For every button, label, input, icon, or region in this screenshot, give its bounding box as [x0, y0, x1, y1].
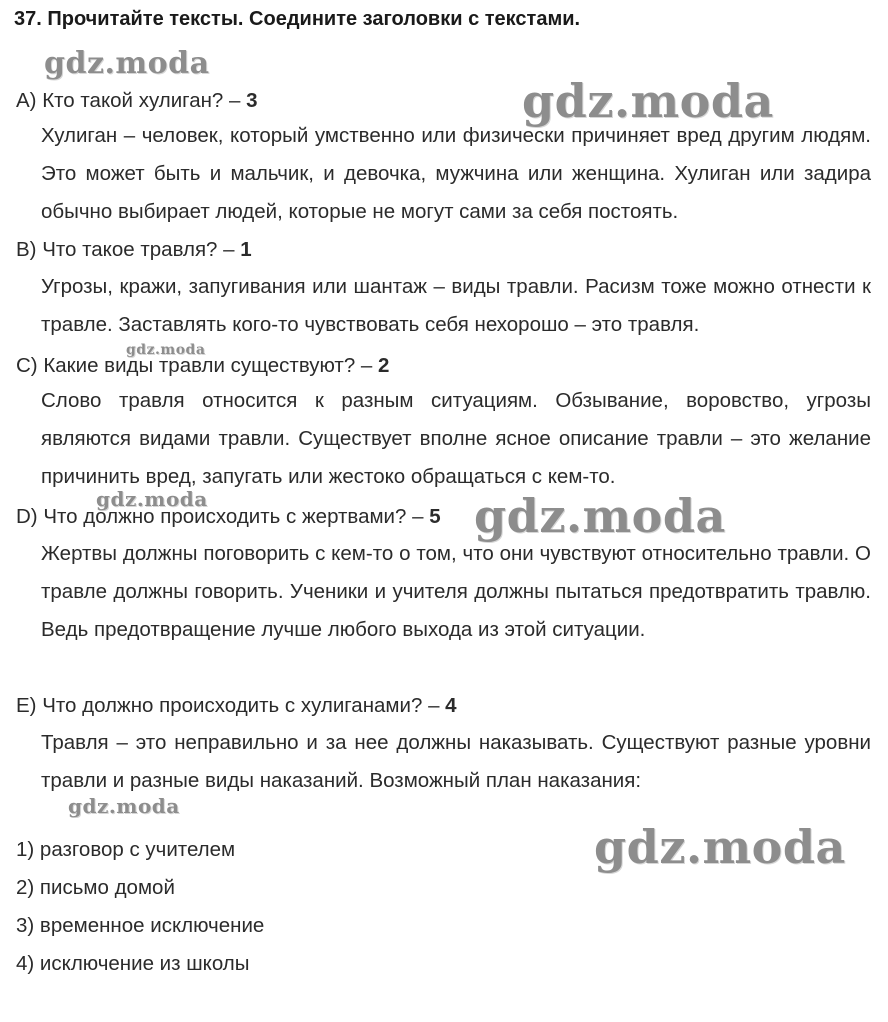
heading-text: Е) Что должно происходить с хулиганами? –	[16, 694, 446, 717]
answer-number: 4	[445, 694, 457, 717]
section-text-e: Травля – это неправильно и за нее должны наказывать. Существуют разные уровни травли и разные виды наказаний. Возможный план наказания:	[41, 731, 871, 792]
watermark: gdz.moda	[474, 489, 726, 543]
watermark: gdz.moda	[126, 342, 206, 358]
section-heading-d	[16, 503, 441, 531]
answer-number: 2	[378, 354, 390, 377]
section-text-b: Угрозы, кражи, запугивания или шантаж – виды травли. Расизм тоже можно отнести к травле. Заставлять кого-то чувствовать себя нехорошо – это травля.	[41, 275, 871, 336]
answer-number: 5	[429, 505, 441, 528]
list-item: 4) исключение из школы	[16, 952, 250, 975]
watermark: gdz.moda	[44, 46, 210, 81]
heading-text: D) Что должно происходить с жертвами? –	[16, 505, 430, 528]
section-heading-b	[16, 236, 252, 264]
section-heading-e	[16, 692, 457, 720]
heading-text: А) Кто такой хулиган? –	[16, 89, 247, 112]
answer-number: 1	[240, 238, 252, 261]
list-item: 3) временное исключение	[16, 914, 265, 937]
section-heading-a	[16, 87, 258, 115]
watermark: gdz.moda	[522, 74, 774, 128]
section-text-a: Хулиган – человек, который умственно или физически причиняет вред другим людям. Это может быть и мальчик, и девочка, мужчина или женщина. Хулиган или задира обычно выбирает людей, которые не могут сами за себя постоять.	[41, 124, 871, 223]
section-text-c: Слово травля относится к разным ситуациям. Обзывание, воровство, угрозы являются видами травли. Существует вполне ясное описание травли – это желание причинить вред, запугать или жестоко обращаться с кем-то.	[41, 389, 871, 488]
watermark: gdz.moda	[68, 794, 180, 818]
watermark: gdz.moda	[594, 820, 846, 874]
list-item: 2) письмо домой	[16, 876, 175, 899]
list-item: 1) разговор с учителем	[16, 838, 236, 861]
answer-number: 3	[246, 89, 258, 112]
page-title: 37. Прочитайте тексты. Соедините заголовки с текстами.	[14, 8, 581, 30]
section-text-d: Жертвы должны поговорить с кем-то о том, что они чувствуют относительно травли. О травле должны говорить. Ученики и учителя должны пытаться предотвратить травлю. Ведь предотвращение лучше любого выхода из этой ситуации.	[41, 542, 871, 641]
heading-text: С) Какие виды травли существуют? –	[16, 354, 379, 377]
watermark: gdz.moda	[96, 487, 208, 511]
heading-text: В) Что такое травля? –	[16, 238, 241, 261]
